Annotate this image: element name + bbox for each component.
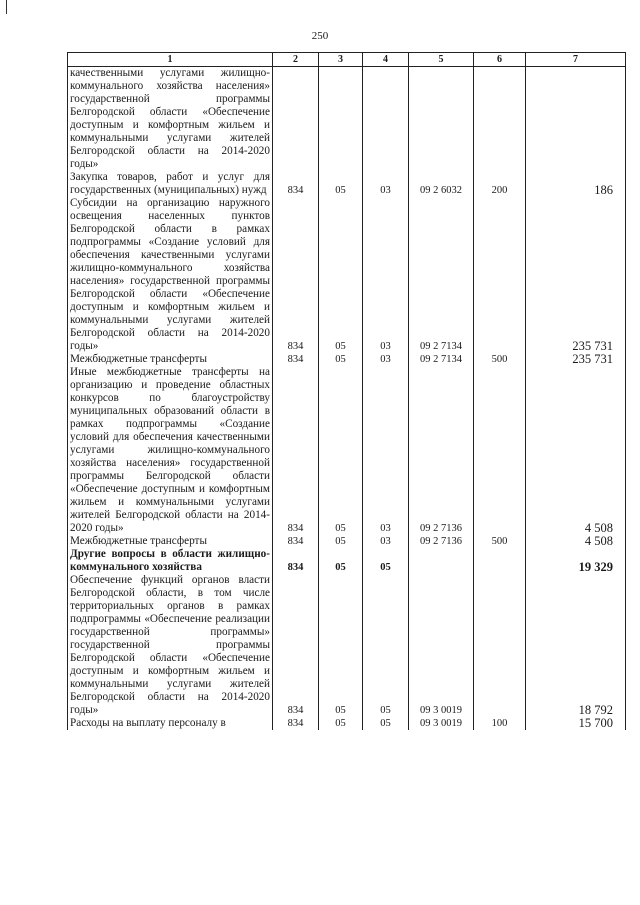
table-row: [68, 353, 626, 366]
expense-type-code: [474, 574, 526, 717]
header-col-1: 1: [68, 53, 273, 67]
table-row: [68, 574, 626, 717]
section-code: 05: [319, 717, 363, 730]
section-code: [319, 67, 363, 172]
subsection-code: 05: [363, 717, 409, 730]
row-description: качественными услугами жилищно-коммунального хозяйства населения» государственной программы Белгородской области «Обеспечение доступным и комфортным жильем и коммунальными услугами жителей Белгородской области на 2014-2020 годы»: [68, 67, 273, 172]
target-article-code: [409, 548, 474, 574]
amount-value: 15 700: [526, 717, 626, 730]
expense-type-code: [474, 366, 526, 535]
ved-code: 834: [273, 535, 319, 548]
expense-type-code: 100: [474, 717, 526, 730]
ved-code: 834: [273, 574, 319, 717]
amount-value: 18 792: [526, 574, 626, 717]
header-row: [68, 53, 626, 67]
section-code: 05: [319, 353, 363, 366]
section-code: 05: [319, 535, 363, 548]
amount-value: 186: [526, 171, 626, 197]
target-article-code: 09 3 0019: [409, 574, 474, 717]
header-col-7: 7: [526, 53, 626, 67]
ved-code: 834: [273, 548, 319, 574]
target-article-code: 09 2 7136: [409, 535, 474, 548]
target-article-code: [409, 67, 474, 172]
subsection-code: 05: [363, 548, 409, 574]
amount-value: 19 329: [526, 548, 626, 574]
ved-code: 834: [273, 171, 319, 197]
row-description: Обеспечение функций органов власти Белгородской области, в том числе территориальных органов в рамках подпрограммы «Обеспечение реализации государственной программы» государственной программы Белгородской области «Обеспечение доступным и комфортным жильем и коммунальными услугами жителей Белгородской области на 2014-2020 годы»: [68, 574, 273, 717]
row-description: Иные межбюджетные трансферты на организацию и проведение областных конкурсов по благоустройству муниципальных образований области в рамках подпрограммы «Создание условий для обеспечения качественными услугами жилищно-коммунального хозяйства населения» государственной программы Белгородской области «Обеспечение доступным и комфортным жильем и коммунальными услугами жителей Белгородской области на 2014-2020 годы»: [68, 366, 273, 535]
header-col-3: 3: [319, 53, 363, 67]
header-col-4: 4: [363, 53, 409, 67]
ved-code: 834: [273, 366, 319, 535]
subsection-code: 03: [363, 353, 409, 366]
table-row: [68, 548, 626, 574]
header-col-6: 6: [474, 53, 526, 67]
ved-code: [273, 67, 319, 172]
expense-type-code: [474, 197, 526, 353]
ved-code: 834: [273, 353, 319, 366]
amount-value: 235 731: [526, 353, 626, 366]
ved-code: 834: [273, 717, 319, 730]
row-description: Другие вопросы в области жилищно-коммунального хозяйства: [68, 548, 273, 574]
table-row: [68, 67, 626, 172]
row-description: Межбюджетные трансферты: [68, 535, 273, 548]
table-row: [68, 366, 626, 535]
section-code: 05: [319, 548, 363, 574]
subsection-code: 03: [363, 171, 409, 197]
table-row: [68, 535, 626, 548]
target-article-code: 09 2 7134: [409, 353, 474, 366]
section-code: 05: [319, 171, 363, 197]
table-row: [68, 197, 626, 353]
page-number: 250: [311, 30, 329, 42]
target-article-code: 09 2 7136: [409, 366, 474, 535]
section-code: 05: [319, 197, 363, 353]
row-description: Межбюджетные трансферты: [68, 353, 273, 366]
subsection-code: 03: [363, 535, 409, 548]
subsection-code: 03: [363, 366, 409, 535]
amount-value: 4 508: [526, 366, 626, 535]
section-code: 05: [319, 366, 363, 535]
scan-edge-mark: [6, 0, 7, 14]
table-row: [68, 171, 626, 197]
expense-type-code: 200: [474, 171, 526, 197]
expense-type-code: [474, 67, 526, 172]
section-code: 05: [319, 574, 363, 717]
header-col-2: 2: [273, 53, 319, 67]
target-article-code: 09 2 7134: [409, 197, 474, 353]
subsection-code: 05: [363, 574, 409, 717]
target-article-code: 09 2 6032: [409, 171, 474, 197]
row-description: Субсидии на организацию наружного освещения населенных пунктов Белгородской области в рамках подпрограммы «Создание условий для обеспечения качественными услугами жилищно-коммунального хозяйства населения» государственной программы Белгородской области «Обеспечение доступным и комфортным жильем и коммунальными услугами жителей Белгородской области на 2014-2020 годы»: [68, 197, 273, 353]
amount-value: 235 731: [526, 197, 626, 353]
subsection-code: [363, 67, 409, 172]
amount-value: [526, 67, 626, 172]
expense-type-code: 500: [474, 535, 526, 548]
header-col-5: 5: [409, 53, 474, 67]
row-description: Расходы на выплату персоналу в: [68, 717, 273, 730]
table-body: [68, 67, 626, 731]
ved-code: 834: [273, 197, 319, 353]
subsection-code: 03: [363, 197, 409, 353]
expense-type-code: [474, 548, 526, 574]
row-description: Закупка товаров, работ и услуг для государственных (муниципальных) нужд: [68, 171, 273, 197]
target-article-code: 09 3 0019: [409, 717, 474, 730]
table-row: [68, 717, 626, 730]
amount-value: 4 508: [526, 535, 626, 548]
budget-table: [67, 52, 626, 730]
expense-type-code: 500: [474, 353, 526, 366]
